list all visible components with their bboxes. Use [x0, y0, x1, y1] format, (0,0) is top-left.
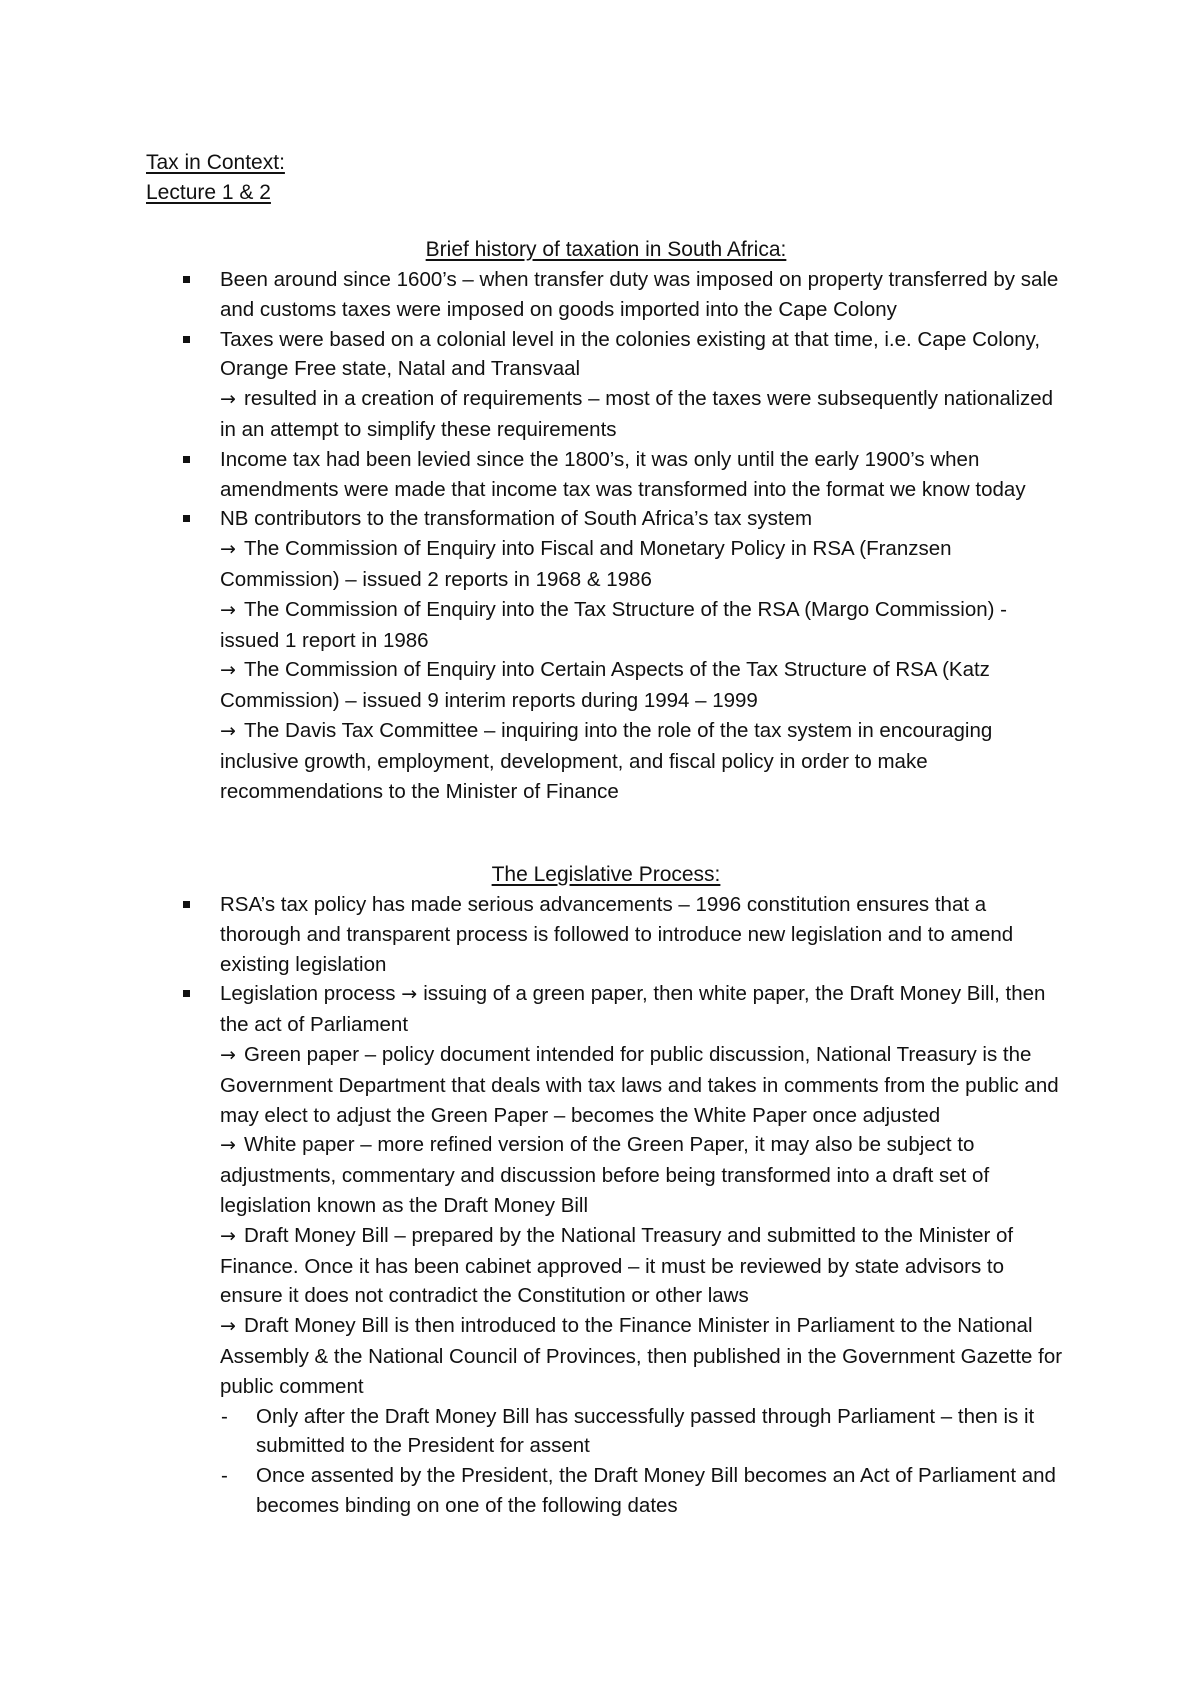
right-arrow-icon: → — [220, 1224, 236, 1247]
list-item — [146, 979, 1066, 1401]
right-arrow-icon: → — [220, 538, 236, 561]
legislative-section-title: The Legislative Process: — [491, 863, 721, 886]
bullet-text: RSA’s tax policy has made serious advancements – 1996 constitution ensures that a thorough and transparent process is followed to introduce new legislation and to amend existing legislation — [220, 893, 1014, 976]
bullet-text-lead: Legislation process — [220, 982, 396, 1006]
list-item — [146, 504, 1066, 806]
bullet-text — [220, 979, 1066, 1040]
right-arrow-icon: → — [220, 719, 236, 742]
arrow-subpoint-text: White paper – more refined version of the Green Paper, it may also be subject to adjustments, commentary and discussion before being transformed into a draft set of legislation known as the Draft Money Bill — [220, 1133, 990, 1217]
right-arrow-icon: → — [220, 598, 236, 621]
bullet-text: Been around since 1600’s – when transfer duty was imposed on property transferred by sale and customs taxes were imposed on goods imported into the Cape Colony — [220, 268, 1059, 321]
lecture-subtitle: Lecture 1 & 2 — [146, 181, 271, 204]
list-item: - Only after the Draft Money Bill has successfully passed through Parliament – then is it submitted to the President for assent — [146, 1402, 1066, 1462]
document-title: Tax in Context: — [146, 151, 285, 174]
right-arrow-icon: → — [220, 1315, 236, 1338]
legislative-dash-list — [146, 1402, 1066, 1521]
bullet-text: Income tax had been levied since the 1800’s, it was only until the early 1900’s when amendments were made that income tax was transformed into the format we know today — [220, 447, 1026, 501]
legislative-section — [146, 860, 1066, 1521]
arrow-subpoint-text: resulted in a creation of requirements – most of the taxes were subsequently nationalized in an attempt to simplify these requirements — [220, 387, 1054, 441]
arrow-subpoint — [220, 1040, 1066, 1130]
arrow-subpoint-text: The Davis Tax Committee – inquiring into the role of the tax system in encouraging inclusive growth, employment, development, and fiscal policy in order to make recommendations to the Minister of Finance — [220, 718, 993, 803]
right-arrow-icon: → — [220, 1134, 236, 1157]
right-arrow-icon: → — [220, 659, 236, 682]
arrow-subpoint — [220, 534, 1066, 595]
legislative-bullet-list — [146, 890, 1066, 1402]
arrow-subpoint — [220, 595, 1066, 656]
arrow-subpoint-text: Green paper – policy document intended for public discussion, National Treasury is the Government Department that deals with tax laws and takes in comments from the public and may elect to adjust the Green Paper – becomes the White Paper once adjusted — [220, 1042, 1059, 1127]
list-item — [146, 325, 1066, 445]
arrow-subpoint — [220, 1311, 1066, 1401]
arrow-subpoint-text: Draft Money Bill is then introduced to the Finance Minister in Parliament to the National Assembly & the National Council of Provinces, then published in the Government Gazette for public comment — [220, 1314, 1063, 1398]
arrow-subpoint-text: Draft Money Bill – prepared by the National Treasury and submitted to the Minister of Finance. Once it has been cabinet approved – it must be reviewed by state advisors to ensure it does not contradict the Constitution or other laws — [220, 1223, 1014, 1308]
list-item: - Once assented by the President, the Draft Money Bill becomes an Act of Parliament and becomes binding on one of the following dates — [146, 1461, 1066, 1521]
arrow-subpoint-text: The Commission of Enquiry into Certain Aspects of the Tax Structure of RSA (Katz Commission) – issued 9 interim reports during 1994 – 1999 — [220, 658, 990, 713]
arrow-subpoint-text: The Commission of Enquiry into the Tax Structure of the RSA (Margo Commission) - issued 1 report in 1986 — [220, 597, 1007, 652]
arrow-subpoint — [220, 716, 1066, 806]
arrow-subpoint-text: The Commission of Enquiry into Fiscal and Monetary Policy in RSA (Franzsen Commission) – issued 2 reports in 1968 & 1986 — [220, 537, 952, 591]
list-item — [146, 890, 1066, 979]
right-arrow-icon: → — [220, 388, 236, 411]
arrow-subpoint — [220, 1221, 1066, 1311]
right-arrow-icon: → — [220, 1043, 236, 1066]
arrow-subpoint — [220, 655, 1066, 716]
bullet-text: NB contributors to the transformation of South Africa’s tax system — [220, 507, 813, 531]
history-bullet-list — [146, 265, 1066, 806]
right-arrow-icon: → — [401, 983, 418, 1006]
bullet-text: Taxes were based on a colonial level in the colonies existing at that time, i.e. Cape Colony, Orange Free state, Natal and Transvaal — [220, 327, 1041, 381]
bullet-text-rest: issuing of a green paper, then white paper, the Draft Money Bill, then the act of Parliament — [220, 982, 1046, 1037]
list-item — [146, 265, 1066, 325]
history-section-title: Brief history of taxation in South Africa: — [425, 238, 787, 261]
arrow-subpoint — [220, 384, 1066, 445]
history-section — [146, 235, 1066, 806]
list-item — [146, 445, 1066, 505]
arrow-subpoint — [220, 1130, 1066, 1220]
